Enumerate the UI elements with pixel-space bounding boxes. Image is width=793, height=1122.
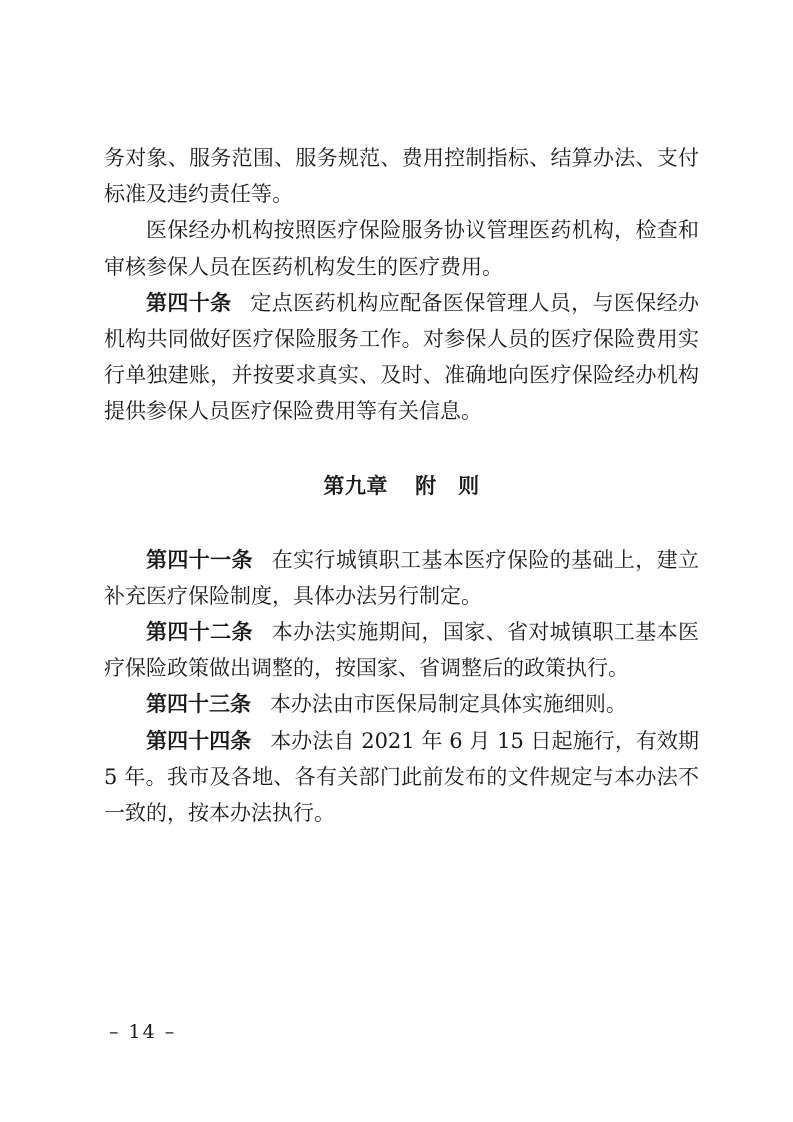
article-label: 第四十二条 bbox=[146, 620, 253, 645]
article-label: 第四十条 bbox=[146, 290, 232, 315]
article-text: 本办法实施期间，国家、省对城镇职工基本医疗保险政策做出调整的，按国家、省调整后的政策执行。 bbox=[104, 620, 700, 681]
paragraph-continued bbox=[104, 140, 699, 212]
chapter-title: 附 则 bbox=[415, 473, 480, 498]
paragraph-text: 医保经办机构按照医疗保险服务协议管理医药机构，检查和审核参保人员在医药机构发生的医疗费用。 bbox=[104, 218, 699, 279]
article-text: 在实行城镇职工基本医疗保险的基础上，建立补充医疗保险制度，具体办法另行制定。 bbox=[104, 547, 700, 608]
paragraph-text: 务对象、服务范围、服务规范、费用控制指标、结算办法、支付标准及违约责任等。 bbox=[104, 146, 699, 207]
chapter-number: 第九章 bbox=[323, 473, 388, 498]
paragraph-agency-management bbox=[104, 212, 699, 284]
article-43 bbox=[104, 686, 699, 722]
article-41 bbox=[104, 542, 699, 614]
page-number: – 14 – bbox=[109, 1021, 177, 1043]
article-text: 本办法自 2021 年 6 月 15 日起施行，有效期 5 年。我市及各地、各有关部门此前发布的文件规定与本办法不一致的，按本办法执行。 bbox=[104, 728, 700, 826]
article-text: 本办法由市医保局制定具体实施细则。 bbox=[269, 692, 627, 717]
article-42 bbox=[104, 614, 699, 686]
article-label: 第四十四条 bbox=[146, 728, 252, 753]
chapter-heading bbox=[104, 468, 699, 504]
article-40 bbox=[104, 285, 699, 430]
article-label: 第四十一条 bbox=[146, 547, 253, 572]
article-label: 第四十三条 bbox=[146, 692, 251, 717]
article-text: 定点医药机构应配备医保管理人员，与医保经办机构共同做好医疗保险服务工作。对参保人员的医疗保险费用实行单独建账，并按要求真实、及时、准确地向医疗保险经办机构提供参保人员医疗保险费用等有关信息。 bbox=[104, 290, 700, 424]
article-44 bbox=[104, 723, 699, 832]
document-body bbox=[104, 140, 699, 831]
